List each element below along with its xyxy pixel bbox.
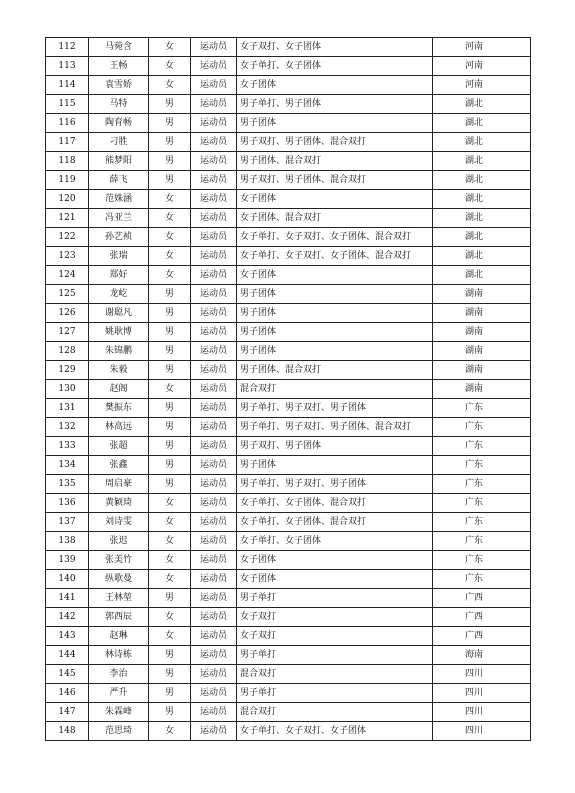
athlete-role: 运动员 [191,228,237,247]
athlete-name: 谢聪凡 [89,304,149,323]
athlete-events: 女子团体 [237,190,433,209]
athlete-events: 女子团体、混合双打 [237,209,433,228]
athlete-role: 运动员 [191,57,237,76]
table-row [46,703,531,722]
athlete-sex: 女 [149,513,191,532]
athlete-province: 湖北 [433,95,531,114]
athlete-sex: 男 [149,589,191,608]
athlete-name: 黄颖琦 [89,494,149,513]
athlete-events: 混合双打 [237,665,433,684]
table-row [46,418,531,437]
athlete-role: 运动员 [191,266,237,285]
row-number: 140 [46,570,89,589]
row-number: 116 [46,114,89,133]
athlete-name: 陶育畅 [89,114,149,133]
athlete-name: 朱毅 [89,361,149,380]
athlete-sex: 女 [149,266,191,285]
athlete-name: 孙艺祯 [89,228,149,247]
athlete-province: 湖北 [433,114,531,133]
athlete-name: 严升 [89,684,149,703]
athlete-province: 四川 [433,722,531,741]
athlete-sex: 男 [149,646,191,665]
athlete-province: 湖北 [433,247,531,266]
athlete-sex: 女 [149,570,191,589]
athlete-role: 运动员 [191,570,237,589]
athlete-name: 郑好 [89,266,149,285]
athlete-province: 广东 [433,475,531,494]
athlete-sex: 男 [149,437,191,456]
athlete-name: 赵阁 [89,380,149,399]
athlete-name: 李治 [89,665,149,684]
row-number: 113 [46,57,89,76]
athlete-name: 赵琳 [89,627,149,646]
table-row [46,494,531,513]
table-row [46,133,531,152]
row-number: 133 [46,437,89,456]
table-row [46,608,531,627]
row-number: 128 [46,342,89,361]
row-number: 135 [46,475,89,494]
athlete-province: 河南 [433,76,531,95]
athlete-name: 范思琦 [89,722,149,741]
athlete-events: 男子单打 [237,684,433,703]
row-number: 125 [46,285,89,304]
athlete-sex: 女 [149,722,191,741]
table-row [46,266,531,285]
athlete-events: 男子双打、男子团体 [237,437,433,456]
table-row [46,95,531,114]
athlete-sex: 男 [149,171,191,190]
row-number: 141 [46,589,89,608]
athlete-sex: 女 [149,380,191,399]
table-row [46,437,531,456]
row-number: 122 [46,228,89,247]
athlete-province: 广西 [433,627,531,646]
row-number: 117 [46,133,89,152]
athlete-events: 男子单打、男子双打、男子团体 [237,399,433,418]
row-number: 120 [46,190,89,209]
athlete-sex: 男 [149,399,191,418]
table-row [46,342,531,361]
athlete-province: 湖北 [433,152,531,171]
table-row [46,114,531,133]
athlete-role: 运动员 [191,494,237,513]
athlete-sex: 男 [149,456,191,475]
athlete-name: 姚耿博 [89,323,149,342]
athlete-name: 林高远 [89,418,149,437]
athlete-events: 男子单打、男子双打、男子团体、混合双打 [237,418,433,437]
athlete-province: 广东 [433,456,531,475]
athlete-events: 女子双打 [237,608,433,627]
athlete-province: 河南 [433,57,531,76]
table-row [46,570,531,589]
athlete-role: 运动员 [191,665,237,684]
athlete-events: 男子团体、混合双打 [237,361,433,380]
athlete-name: 樊振东 [89,399,149,418]
table-row [46,209,531,228]
athlete-sex: 女 [149,57,191,76]
table-row [46,551,531,570]
table-row [46,285,531,304]
table-row [46,684,531,703]
athlete-sex: 男 [149,95,191,114]
athlete-name: 张迟 [89,532,149,551]
athlete-role: 运动员 [191,171,237,190]
athlete-sex: 女 [149,608,191,627]
athlete-province: 湖南 [433,304,531,323]
athlete-sex: 男 [149,133,191,152]
athlete-role: 运动员 [191,608,237,627]
athlete-role: 运动员 [191,551,237,570]
table-row [46,304,531,323]
athlete-role: 运动员 [191,190,237,209]
athlete-province: 湖北 [433,171,531,190]
athlete-role: 运动员 [191,361,237,380]
athlete-name: 张瑞 [89,247,149,266]
row-number: 130 [46,380,89,399]
athlete-sex: 女 [149,76,191,95]
athlete-sex: 男 [149,703,191,722]
table-row [46,532,531,551]
athlete-role: 运动员 [191,418,237,437]
row-number: 146 [46,684,89,703]
athlete-events: 女子单打、女子团体 [237,57,433,76]
athlete-events: 女子团体 [237,570,433,589]
athlete-name: 熊梦阳 [89,152,149,171]
row-number: 123 [46,247,89,266]
athlete-events: 混合双打 [237,380,433,399]
athlete-sex: 男 [149,418,191,437]
athlete-sex: 男 [149,114,191,133]
athlete-role: 运动员 [191,437,237,456]
athlete-name: 林诗栋 [89,646,149,665]
athlete-role: 运动员 [191,380,237,399]
row-number: 114 [46,76,89,95]
athlete-name: 马菀含 [89,38,149,57]
row-number: 118 [46,152,89,171]
athlete-province: 四川 [433,684,531,703]
athlete-events: 男子团体 [237,456,433,475]
table-row [46,722,531,741]
athlete-sex: 女 [149,228,191,247]
athlete-role: 运动员 [191,114,237,133]
athlete-province: 河南 [433,38,531,57]
athlete-events: 男子双打、男子团体、混合双打 [237,171,433,190]
athlete-name: 朱霖峰 [89,703,149,722]
athlete-events: 男子团体 [237,323,433,342]
athlete-name: 王林堃 [89,589,149,608]
athlete-role: 运动员 [191,532,237,551]
athlete-name: 张美竹 [89,551,149,570]
table-row [46,228,531,247]
athlete-events: 女子团体 [237,266,433,285]
athlete-province: 广东 [433,551,531,570]
athlete-role: 运动员 [191,285,237,304]
row-number: 134 [46,456,89,475]
row-number: 137 [46,513,89,532]
athlete-province: 湖北 [433,133,531,152]
athlete-events: 女子单打、女子团体、混合双打 [237,513,433,532]
athlete-name: 纵歌曼 [89,570,149,589]
athlete-province: 湖北 [433,266,531,285]
athlete-events: 男子单打、男子双打、男子团体 [237,475,433,494]
athlete-events: 女子单打、女子团体 [237,532,433,551]
athlete-name: 张超 [89,437,149,456]
athlete-province: 湖南 [433,285,531,304]
athlete-province: 广东 [433,513,531,532]
athlete-events: 男子团体、混合双打 [237,152,433,171]
athlete-events: 女子单打、女子双打、女子团体、混合双打 [237,247,433,266]
row-number: 138 [46,532,89,551]
row-number: 132 [46,418,89,437]
row-number: 126 [46,304,89,323]
athlete-role: 运动员 [191,646,237,665]
row-number: 112 [46,38,89,57]
athlete-province: 海南 [433,646,531,665]
athlete-name: 龙屹 [89,285,149,304]
athlete-sex: 男 [149,342,191,361]
athlete-events: 男子单打 [237,646,433,665]
athlete-name: 范姝涵 [89,190,149,209]
athlete-sex: 女 [149,551,191,570]
athlete-role: 运动员 [191,722,237,741]
row-number: 139 [46,551,89,570]
athlete-sex: 女 [149,247,191,266]
athlete-events: 女子双打 [237,627,433,646]
roster-body [46,38,531,741]
athlete-role: 运动员 [191,399,237,418]
athlete-events: 女子团体 [237,551,433,570]
athlete-sex: 男 [149,475,191,494]
athlete-events: 女子单打、女子双打、女子团体、混合双打 [237,228,433,247]
athlete-sex: 男 [149,361,191,380]
row-number: 143 [46,627,89,646]
row-number: 142 [46,608,89,627]
athlete-sex: 男 [149,304,191,323]
athlete-province: 湖南 [433,361,531,380]
athlete-events: 女子团体 [237,76,433,95]
athlete-role: 运动员 [191,76,237,95]
athlete-events: 女子单打、女子团体、混合双打 [237,494,433,513]
athlete-name: 朱锦鹏 [89,342,149,361]
athlete-name: 刘诗雯 [89,513,149,532]
athlete-role: 运动员 [191,589,237,608]
athlete-role: 运动员 [191,684,237,703]
table-row [46,76,531,95]
table-row [46,665,531,684]
athlete-role: 运动员 [191,627,237,646]
athlete-events: 男子团体 [237,285,433,304]
athlete-name: 郭西辰 [89,608,149,627]
athlete-events: 男子单打 [237,589,433,608]
athlete-province: 湖南 [433,342,531,361]
athlete-province: 广东 [433,494,531,513]
table-row [46,399,531,418]
athlete-province: 湖南 [433,380,531,399]
athlete-events: 男子单打、男子团体 [237,95,433,114]
athlete-province: 湖北 [433,209,531,228]
athlete-province: 广西 [433,589,531,608]
table-row [46,589,531,608]
table-row [46,646,531,665]
row-number: 144 [46,646,89,665]
row-number: 145 [46,665,89,684]
athlete-province: 广东 [433,532,531,551]
athlete-role: 运动员 [191,513,237,532]
row-number: 124 [46,266,89,285]
athlete-events: 男子团体 [237,342,433,361]
row-number: 129 [46,361,89,380]
athlete-role: 运动员 [191,209,237,228]
athlete-role: 运动员 [191,38,237,57]
table-row [46,190,531,209]
athlete-sex: 男 [149,665,191,684]
athlete-role: 运动员 [191,342,237,361]
athlete-role: 运动员 [191,475,237,494]
athlete-sex: 女 [149,532,191,551]
athlete-province: 广东 [433,437,531,456]
athlete-events: 女子双打、女子团体 [237,38,433,57]
athlete-role: 运动员 [191,247,237,266]
athlete-sex: 男 [149,285,191,304]
row-number: 115 [46,95,89,114]
athlete-name: 冯亚兰 [89,209,149,228]
row-number: 119 [46,171,89,190]
athlete-province: 湖北 [433,190,531,209]
athlete-province: 广东 [433,399,531,418]
athlete-sex: 男 [149,152,191,171]
athlete-province: 湖北 [433,228,531,247]
athlete-name: 张鑫 [89,456,149,475]
table-row [46,152,531,171]
athlete-role: 运动员 [191,304,237,323]
row-number: 148 [46,722,89,741]
athlete-role: 运动员 [191,323,237,342]
athlete-events: 男子团体 [237,304,433,323]
table-row [46,513,531,532]
athlete-province: 四川 [433,665,531,684]
table-row [46,38,531,57]
table-row [46,171,531,190]
row-number: 127 [46,323,89,342]
table-row [46,361,531,380]
athlete-sex: 女 [149,209,191,228]
table-row [46,380,531,399]
athlete-province: 广西 [433,608,531,627]
table-row [46,456,531,475]
row-number: 131 [46,399,89,418]
athlete-name: 刁胜 [89,133,149,152]
athlete-province: 四川 [433,703,531,722]
athlete-name: 周启豪 [89,475,149,494]
table-row [46,475,531,494]
athlete-role: 运动员 [191,95,237,114]
athlete-sex: 男 [149,323,191,342]
athlete-name: 薛飞 [89,171,149,190]
athlete-role: 运动员 [191,456,237,475]
athlete-role: 运动员 [191,703,237,722]
athlete-province: 湖南 [433,323,531,342]
athlete-sex: 男 [149,684,191,703]
athlete-role: 运动员 [191,133,237,152]
table-row [46,57,531,76]
athlete-events: 混合双打 [237,703,433,722]
athlete-sex: 女 [149,38,191,57]
athlete-sex: 女 [149,627,191,646]
athlete-name: 袁雪娇 [89,76,149,95]
athlete-events: 男子双打、男子团体、混合双打 [237,133,433,152]
athlete-events: 男子团体 [237,114,433,133]
table-row [46,247,531,266]
athlete-province: 广东 [433,418,531,437]
athlete-province: 广东 [433,570,531,589]
athlete-events: 女子单打、女子双打、女子团体 [237,722,433,741]
row-number: 136 [46,494,89,513]
athlete-name: 马特 [89,95,149,114]
athlete-role: 运动员 [191,152,237,171]
table-row [46,627,531,646]
athlete-name: 王畅 [89,57,149,76]
athlete-roster-table [45,37,531,741]
row-number: 121 [46,209,89,228]
athlete-sex: 女 [149,190,191,209]
table-row [46,323,531,342]
athlete-sex: 女 [149,494,191,513]
row-number: 147 [46,703,89,722]
